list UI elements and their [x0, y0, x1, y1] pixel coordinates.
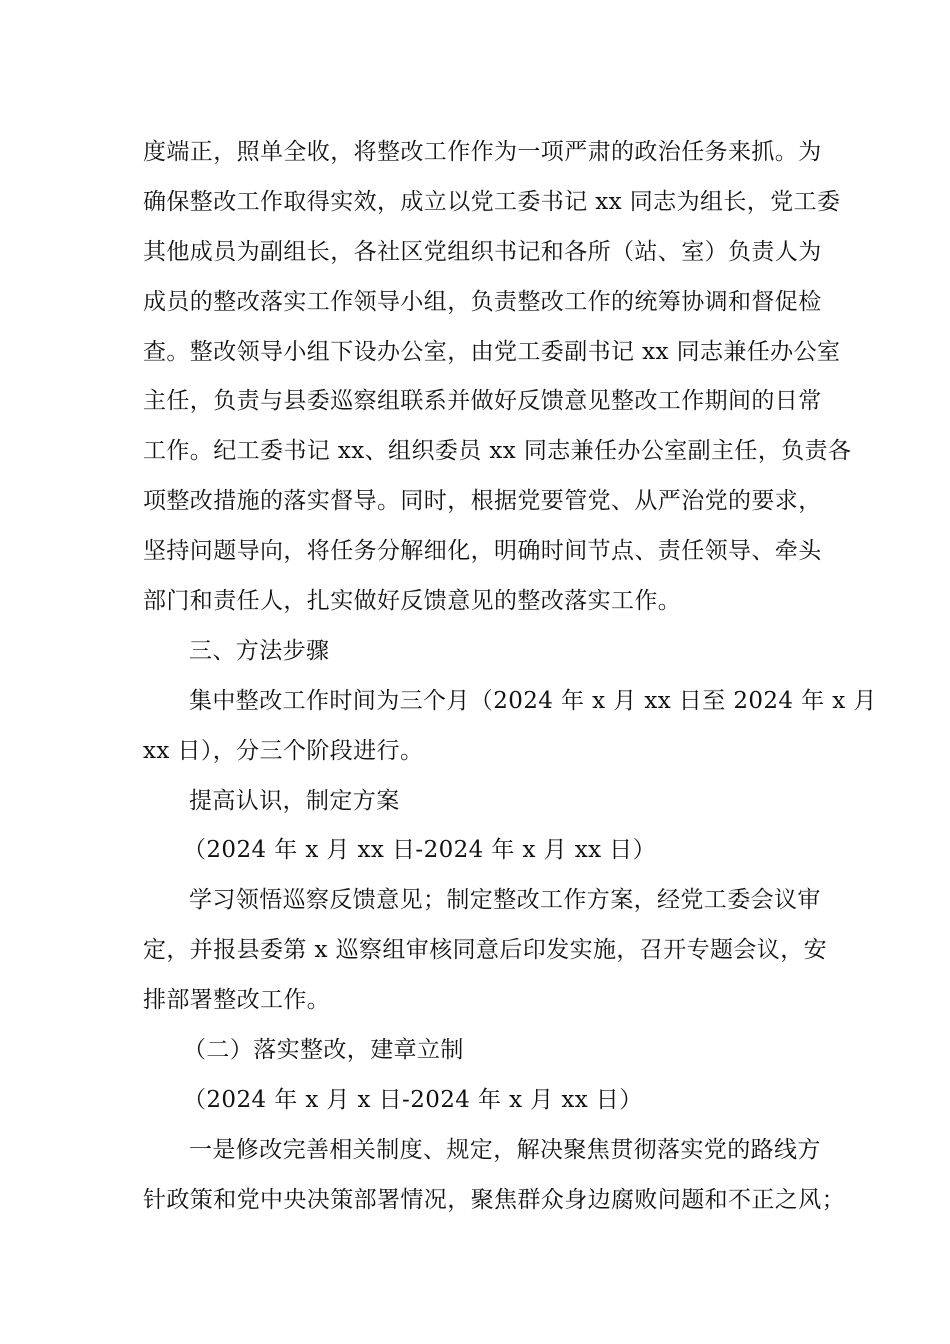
section-heading: 三、方法步骤 [189, 637, 330, 664]
paragraph-line: 学习领悟巡察反馈意见；制定整改工作方案，经党工委会议审 [189, 887, 821, 914]
paragraph-line: 确保整改工作取得实效，成立以党工委书记 xx 同志为组长，党工委 [143, 188, 841, 215]
paragraph-line: 定，并报县委第 x 巡察组审核同意后印发实施，召开专题会议，安 [143, 937, 827, 964]
subsection-heading: 提高认识，制定方案 [189, 787, 400, 814]
date-range: （2024 年 x 月 xx 日-2024 年 x 月 xx 日） [183, 837, 656, 864]
paragraph-line: 查。整改领导小组下设办公室，由党工委副书记 xx 同志兼任办公室 [143, 338, 841, 365]
paragraph-line: 针政策和党中央决策部署情况，聚焦群众身边腐败问题和不正之风； [143, 1186, 845, 1213]
paragraph-line: 集中整改工作时间为三个月（2024 年 x 月 xx 日至 2024 年 x 月 [189, 687, 877, 714]
paragraph-line: 工作。纪工委书记 xx、组织委员 xx 同志兼任办公室副主任，负责各 [143, 438, 852, 465]
paragraph-line: 度端正，照单全收，将整改工作作为一项严肃的政治任务来抓。为 [143, 139, 822, 165]
paragraph-line: 主任，负责与县委巡察组联系并做好反馈意见整改工作期间的日常 [143, 388, 822, 415]
subsection-heading: （二）落实整改，建章立制 [183, 1037, 464, 1064]
paragraph-line: 项整改措施的落实督导。同时，根据党要管党、从严治党的要求， [143, 488, 822, 515]
paragraph-line: 成员的整改落实工作领导小组，负责整改工作的统筹协调和督促检 [143, 288, 822, 315]
paragraph-line: 坚持问题导向，将任务分解细化，明确时间节点、责任领导、牵头 [143, 538, 822, 565]
paragraph-line: 一是修改完善相关制度、规定，解决聚焦贯彻落实党的路线方 [189, 1136, 821, 1163]
paragraph-line: xx 日），分三个阶段进行。 [143, 737, 424, 764]
date-range: （2024 年 x 月 x 日-2024 年 x 月 xx 日） [183, 1086, 643, 1113]
document-body [143, 128, 877, 1226]
paragraph-line: 其他成员为副组长，各社区党组织书记和各所（站、室）负责人为 [143, 238, 822, 265]
paragraph-line: 部门和责任人，扎实做好反馈意见的整改落实工作。 [143, 588, 682, 615]
paragraph-line: 排部署整改工作。 [143, 987, 331, 1014]
